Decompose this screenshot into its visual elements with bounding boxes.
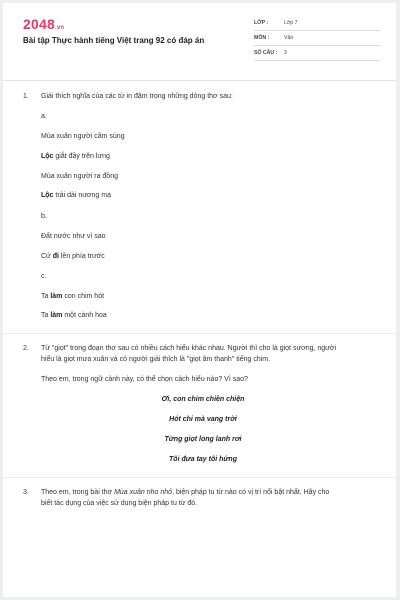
part-label-b: b. [41, 213, 47, 220]
question-text: Theo em, trong ngữ cảnh này, có thể chọn cách hiểu nào? Vì sao? [41, 376, 248, 383]
bold-word: Lộc [41, 153, 54, 160]
poem-line: Mùa xuân người ra đồng [41, 173, 118, 180]
poem-line [41, 192, 111, 199]
question-divider [3, 333, 396, 334]
meta-label: SỐ CÂU : [254, 50, 278, 56]
meta-row-class [254, 16, 381, 31]
poem-line: Mùa xuân người cầm súng [41, 133, 125, 140]
meta-row-count [254, 46, 381, 61]
question-text [41, 489, 329, 496]
question-number: 2. [23, 345, 29, 352]
question-number: 1. [23, 93, 29, 100]
text-span: một cành hoa [62, 312, 107, 319]
question-divider [3, 477, 396, 478]
meta-value: 3 [284, 50, 287, 56]
text-span: Cứ [41, 253, 53, 260]
logo-text: 2048 [23, 16, 55, 32]
poem-title: Mùa xuân nho nhỏ [114, 489, 173, 496]
verse-line: Từng giọt long lanh rơi [164, 436, 242, 443]
text-span: , biện pháp tu từ nào có vị trí nổi bật nhất. Hãy cho [172, 489, 330, 496]
site-logo[interactable] [23, 16, 64, 32]
part-label-c: c. [41, 273, 47, 280]
verse-line: Tôi đưa tay tôi hứng [169, 456, 237, 463]
text-span: con chim hót [62, 293, 105, 300]
bold-word: đi [52, 253, 59, 260]
verse-line: Hót chi mà vang trời [169, 416, 237, 423]
bold-word: Lộc [41, 192, 54, 199]
meta-label: LỚP : [254, 20, 269, 26]
poem-line [41, 253, 105, 260]
meta-label: MÔN : [254, 35, 270, 41]
poem-line [41, 153, 110, 160]
meta-value: Văn [284, 35, 294, 41]
text-span: Ta [41, 312, 51, 319]
question-text: hiểu là giọt mưa xuân và có người giải thích là "giọt âm thanh" tiếng chim. [41, 356, 271, 363]
text-span: lên phía trước [58, 253, 105, 260]
part-label-a: a. [41, 113, 47, 120]
question-number: 3. [23, 489, 29, 496]
text-span: giắt đầy trên lưng [53, 153, 110, 160]
document-page [3, 3, 396, 597]
meta-table [254, 16, 381, 61]
verse-line: Ơi, con chim chiền chiện [161, 396, 245, 403]
poem-line [41, 293, 104, 300]
text-span: Ta [41, 293, 51, 300]
question-text: biết tác dụng của việc sử dụng biện pháp tu từ đó. [41, 500, 198, 507]
meta-value: Lớp 7 [284, 20, 298, 26]
poem-line [41, 312, 107, 319]
question-text: Từ "giọt" trong đoạn thơ sau có nhiều cách hiểu khác nhau. Người thì cho là giọt sương, người [41, 345, 337, 352]
page-header [3, 3, 396, 69]
logo-suffix: .vn [54, 25, 65, 31]
bold-word: làm [50, 293, 63, 300]
meta-row-subject [254, 31, 381, 46]
poem-line: Đất nước như vì sao [41, 233, 106, 240]
text-span: trải dài nương mạ [53, 192, 111, 199]
bold-word: làm [50, 312, 63, 319]
question-prompt: Giải thích nghĩa của các từ in đậm trong những dòng thơ sau: [41, 93, 233, 100]
text-span: Theo em, trong bài thơ [41, 489, 115, 496]
header-divider [3, 80, 396, 81]
page-title: Bài tập Thực hành tiếng Việt trang 92 có đáp án [23, 36, 205, 45]
